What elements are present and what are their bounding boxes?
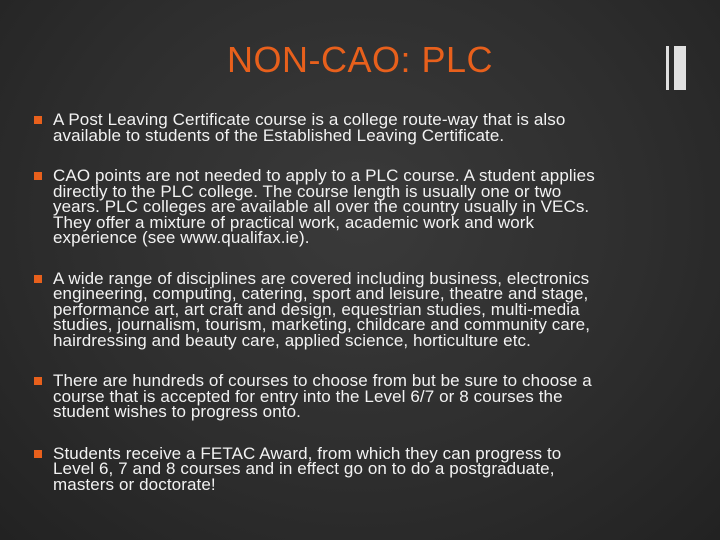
bullet-line: masters or doctorate! [53,474,216,494]
square-bullet-icon [34,450,42,458]
accent-bar-thick [674,46,686,90]
bullet-line: experience (see www.qualifax.ie). [53,228,310,247]
bullet-item [34,443,694,494]
bullet-line: years. PLC colleges are available all over the country usually in VECs. [53,197,590,216]
bullet-line: student wishes to progress onto. [53,402,301,421]
bullet-item [34,373,694,420]
bullet-line: hairdressing and beauty care, applied science, horticulture etc. [53,330,531,350]
bullet-line: Level 6, 7 and 8 courses and in effect go on to do a postgraduate, [53,459,555,478]
square-bullet-icon [34,275,42,283]
bullet-item [34,112,694,143]
square-bullet-icon [34,116,42,124]
bullet-line: performance art, art craft and design, equestrian studies, multi-media [53,299,580,319]
bullet-line: CAO points are not needed to apply to a PLC course. A student applies [53,166,595,185]
bullet-list [34,112,694,492]
bullet-line: There are hundreds of courses to choose from but be sure to choose a [53,371,592,390]
square-bullet-icon [34,377,42,385]
bullet-line: available to students of the Established Leaving Certificate. [53,125,505,145]
slide-title: NON-CAO: PLC [226,39,494,80]
bullet-line: engineering, computing, catering, sport and leisure, theatre and stage, [53,284,589,303]
bullet-line: A Post Leaving Certificate course is a college route-way that is also [53,110,566,129]
bullet-item [34,268,694,350]
bullet-line: A wide range of disciplines are covered including business, electronics [53,268,590,288]
square-bullet-icon [34,172,42,180]
bullet-item [34,168,694,246]
bullet-line: Students receive a FETAC Award, from which they can progress to [53,443,562,463]
bullet-line: They offer a mixture of practical work, academic work and work [53,212,535,232]
bullet-line: studies, journalism, tourism, marketing, childcare and community care, [53,315,591,334]
accent-bar-thin [666,46,669,90]
bullet-line: directly to the PLC college. The course length is usually one or two [53,181,562,201]
bullet-line: course that is accepted for entry into the Level 6/7 or 8 courses the [53,386,563,406]
